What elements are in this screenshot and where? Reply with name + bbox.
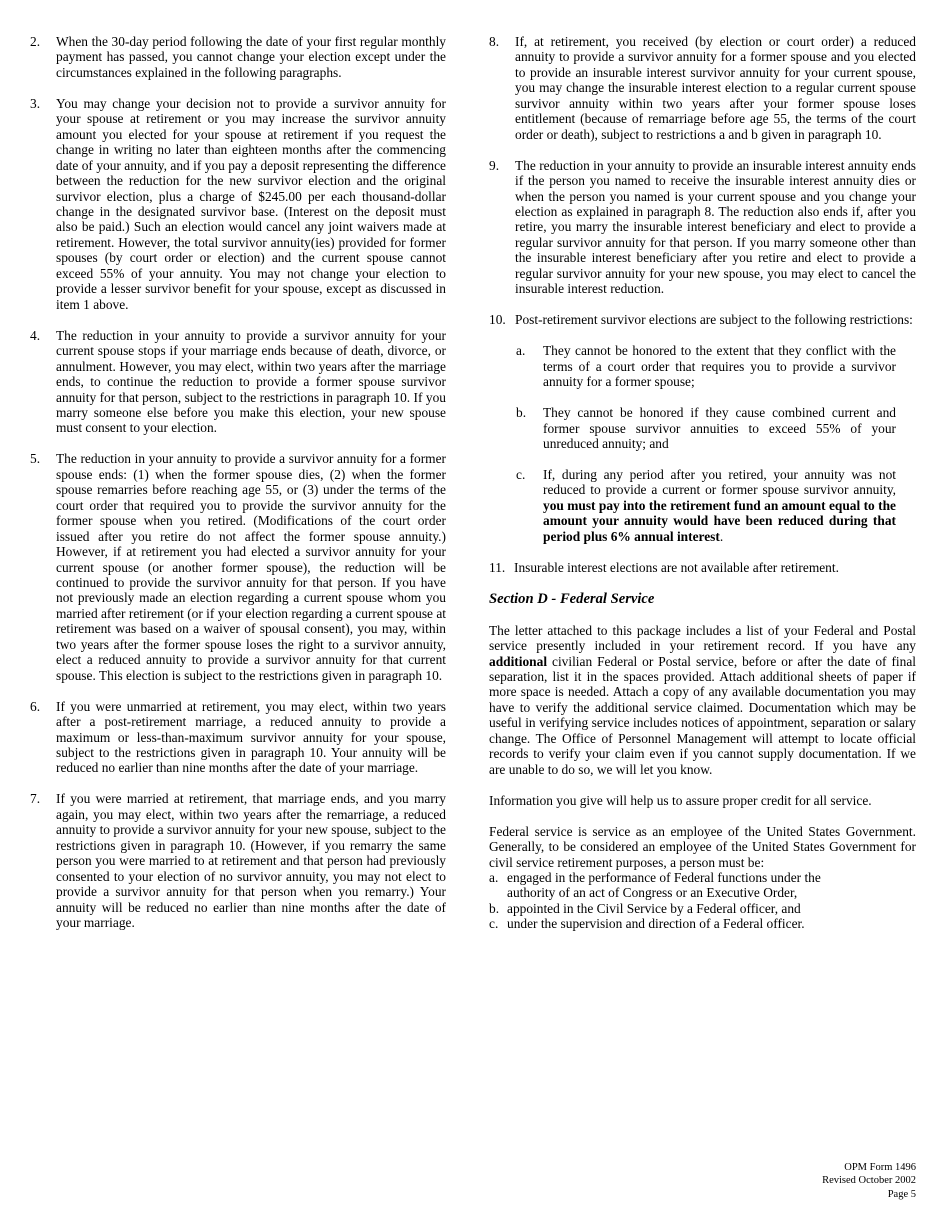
criterion-b: [489, 901, 916, 916]
restriction-text-bold: you must pay into the retirement fund an amount equal to the amount your annuity would have been reduced during that period plus 6% annual interest: [543, 497, 896, 544]
item-text: The reduction in your annuity to provide a survivor annuity for your current spouse stops if your marriage ends because of death, divorce, or annulment. However, you may elect, within two years after the marriage ends, to continue the reduction to provide a former spouse survivor annuity for that person, subject to the restrictions in paragraph 10. If you marry someone else before you make this election, your new spouse must consent to your election.: [56, 327, 446, 436]
paragraph-text: The letter attached to this package includes a list of your Federal and Postal service presently included in your retirement record. If you have any: [489, 622, 916, 654]
criterion-text: appointed in the Civil Service by a Federal officer, and: [507, 900, 801, 916]
item-number: 4.: [30, 327, 41, 343]
criterion-text: [507, 870, 916, 901]
criterion-letter: a.: [489, 869, 499, 885]
item-text: You may change your decision not to provide a survivor annuity for your spouse at retirement or you may increase the survivor annuity amount you elected for your spouse at retirement if you request the change in writing no later than eighteen months after the commencing date of your annuity, and if you pay a deposit representing the difference between the reduction for the new survivor election and the original survivor election, plus a charge of $245.00 per each thousand-dollar change in the designated survivor base. (Interest on the deposit must also be paid.) Such an election would cancel any joint waivers made at retirement. However, the total survivor annuity(ies) provided for former spouses (by court order or election) and the current spouse cannot exceed 55% of your annuity. You may not change your election to provide a lesser survivor benefit for your spouse, except as discussed in item 1 above.: [56, 95, 446, 312]
section-d-paragraph-3: Federal service is service as an employee of the United States Government. Generally, to be considered an employee of the United States Government for civil service retirement purposes, a person must be:: [489, 823, 916, 870]
criterion-text-line-1: engaged in the performance of Federal functions under the: [507, 869, 821, 885]
restriction-a: [516, 343, 896, 389]
item-11: [489, 560, 916, 575]
item-number: 3.: [30, 95, 41, 111]
form-number: OPM Form 1496: [844, 1162, 916, 1173]
item-number: 6.: [30, 698, 41, 714]
criterion-a: [489, 870, 916, 901]
left-column: [30, 34, 446, 946]
criterion-c: [489, 916, 916, 931]
item-4: [30, 328, 446, 436]
restriction-text: [543, 467, 896, 544]
section-d-paragraph-1: [489, 623, 916, 778]
item-text: When the 30-day period following the date of your first regular monthly payment has passed, you cannot change your election except under the circumstances explained in the following paragraphs.: [56, 34, 446, 80]
restriction-b: [516, 405, 896, 451]
item-number: 8.: [489, 34, 500, 49]
revision-date: Revised October 2002: [822, 1175, 916, 1187]
restriction-letter: c.: [516, 466, 526, 482]
item-text: If you were unmarried at retirement, you may elect, within two years after a post-retirement marriage, a reduced annuity to provide a maximum or less-than-maximum survivor annuity for your spouse, subject to the restrictions given in paragraph 10. Your annuity will be reduced no earlier than nine months after the date of your marriage.: [56, 698, 446, 776]
item-text: If, at retirement, you received (by election or court order) a reduced annuity to provide a survivor annuity for a former spouse and you elected to provide an insurable interest survivor annuity for your current spouse, you may change the insurable interest election to a regular current spouse survivor annuity within two years after your former spouse loses entitlement (because of remarriage before age 55, the terms of the court order or death), subject to restrictions a and b given in paragraph 10.: [515, 34, 916, 142]
item-6: [30, 699, 446, 776]
item-number: 7.: [30, 791, 41, 807]
item-text: Post-retirement survivor elections are subject to the following restrictions:: [515, 312, 913, 328]
item-text: The reduction in your annuity to provide a survivor annuity for a former spouse ends: (1) when the former spouse dies, (2) when the former spouse remarries before reaching age 55, or (3) under the terms of the court order that required you to provide the survivor annuity for the former spouse when you retired. (Modifications of the court order issued after you retire do not affect the former spouse annuity.) However, if at retirement you had elected a survivor annuity for your current spouse (or another former spouse), the reduction will be continued to provide the survivor annuity for that person. If you have not previously made an election regarding a current spouse whom you married after retirement (or if your election regarding a current spouse at retirement was based on a waiver of spousal consent), you may, within two years after the former spouse loses the right to a survivor annuity, elect a reduced annuity to provide a survivor annuity for that current spouse. This election is subject to the restrictions given in paragraph 10.: [56, 451, 447, 683]
item-number: 11.: [489, 559, 506, 575]
item-text: If you were married at retirement, that marriage ends, and you marry again, you may elect, within two years after the remarriage, a reduced annuity to provide a survivor annuity for your new spouse, subject to the restrictions given in paragraph 10. (However, if you remarry the same person you were married to at retirement and that person had previously consented to your election of no survivor annuity, you may not elect to provide a survivor annuity for that person when you remarry.) Your annuity will be reduced no earlier than nine months after the date of your marriage.: [56, 791, 446, 931]
restriction-letter: a.: [516, 343, 526, 359]
item-7: [30, 791, 446, 930]
item-text: Insurable interest elections are not available after retirement.: [514, 559, 839, 575]
item-8: [489, 34, 916, 142]
criterion-letter: c.: [489, 916, 499, 932]
paragraph-text-continued: civilian Federal or Postal service, before or after the date of final separation, list it in the spaces provided. Attach additional sheets of paper if more space is needed. Attach a copy of any available documentation you may have to verify the additional service claimed. Documentation which may be useful in verifying service includes notices of appointment, separation or salary change. The Office of Personnel Management will attempt to locate official records to verify your claim even if you cannot supply documentation. If we are unable to do so, we will let you know.: [489, 653, 916, 777]
restriction-text: They cannot be honored to the extent that they conflict with the terms of a court order that requires you to provide a survivor annuity for a former spouse;: [543, 343, 896, 390]
item-5: [30, 451, 446, 683]
item-number: 10.: [489, 312, 506, 328]
criterion-text: under the supervision and direction of a Federal officer.: [507, 916, 805, 932]
item-10: [489, 312, 916, 327]
section-d-heading: Section D - Federal Service: [489, 590, 655, 607]
item-number: 2.: [30, 34, 41, 49]
page-number: Page 5: [887, 1188, 916, 1200]
item-9: [489, 158, 916, 297]
item-2: [30, 34, 446, 80]
item-number: 5.: [30, 451, 41, 467]
paragraph-bold-text: additional: [489, 653, 548, 669]
item-3: [30, 96, 446, 312]
restriction-text-plain: If, during any period after you retired, your annuity was not reduced to provide a current or former spouse survivor annuity,: [543, 466, 896, 498]
restriction-c: [516, 467, 896, 544]
restriction-text: They cannot be honored if they cause combined current and former spouse survivor annuities to exceed 55% of your unreduced annuity; and: [543, 405, 896, 451]
restriction-letter: b.: [516, 405, 527, 421]
criterion-text-line-2: authority of an act of Congress or an Executive Order,: [507, 885, 798, 901]
restriction-text-end: .: [719, 528, 724, 544]
criterion-letter: b.: [489, 900, 500, 916]
page-footer: [822, 1161, 916, 1201]
item-text: The reduction in your annuity to provide an insurable interest annuity ends if the person you named to receive the insurable interest annuity dies or when the person you named is your current spouse and you change your election as explained in paragraph 8. The reduction also ends if, after you retire, you marry the insurable interest beneficiary and elect to provide a regular survivor annuity for that person. If you marry someone other than the insurable interest beneficiary after you retire and elect to provide a regular survivor annuity for your new spouse, you may elect to cancel the insurable interest reduction.: [515, 157, 916, 297]
right-column: [489, 34, 916, 932]
section-d-paragraph-2: Information you give will help us to assure proper credit for all service.: [489, 792, 872, 808]
item-number: 9.: [489, 157, 500, 173]
federal-service-criteria: [489, 870, 916, 932]
